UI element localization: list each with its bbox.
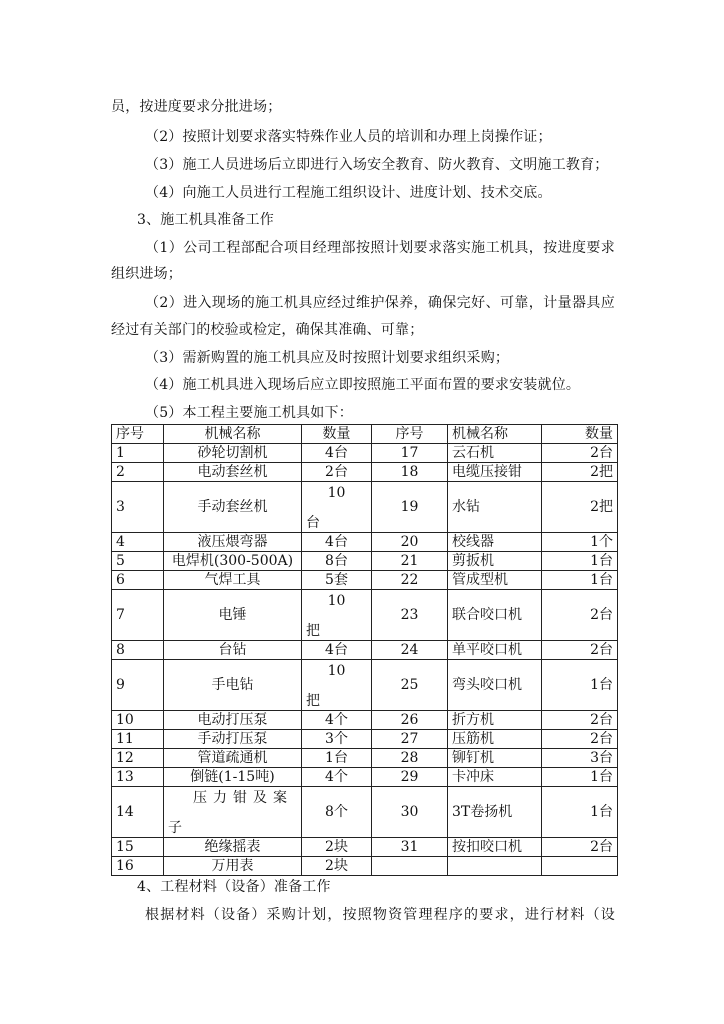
cell-machine-name: 电缆压接钳 (448, 463, 542, 482)
cell-quantity: 1台 (542, 552, 618, 571)
cell-machine-name: 气焊工具 (164, 571, 302, 590)
cell-quantity: 2台 (542, 641, 618, 660)
cell-machine-name: 压筋机 (448, 730, 542, 749)
table-row (112, 711, 618, 730)
cell-quantity: 1台 (542, 571, 618, 590)
cell-machine-name: 电焊机(300-500A) (164, 552, 302, 571)
cell-text-part: 把 (306, 693, 320, 709)
cell-machine-name (448, 857, 542, 876)
cell-text-part: 压力钳及案 (193, 790, 293, 806)
cell-quantity: 2把 (542, 463, 618, 482)
cell-index: 19 (372, 482, 448, 533)
cell-quantity (302, 660, 372, 711)
table-row (112, 857, 618, 876)
table-row (112, 444, 618, 463)
paragraph-line: （1）公司工程部配合项目经理部按照计划要求落实施工机具，按进度要求 (145, 240, 615, 256)
cell-machine-name: 液压煨弯器 (164, 533, 302, 552)
cell-index: 28 (372, 749, 448, 768)
cell-machine-name: 台钻 (164, 641, 302, 660)
cell-quantity: 3个 (302, 730, 372, 749)
cell-index: 16 (112, 857, 164, 876)
table-header-cell: 序号 (112, 425, 164, 444)
cell-machine-name: 电锤 (164, 590, 302, 641)
cell-index: 4 (112, 533, 164, 552)
cell-index: 1 (112, 444, 164, 463)
cell-index: 30 (372, 787, 448, 838)
section-heading: 4、工程材料（设备）准备工作 (137, 879, 331, 895)
cell-quantity: 1台 (302, 749, 372, 768)
cell-machine-name: 绝缘摇表 (164, 838, 302, 857)
table-row (112, 533, 618, 552)
cell-machine-name: 云石机 (448, 444, 542, 463)
table-row (112, 787, 618, 838)
cell-index: 18 (372, 463, 448, 482)
cell-machine-name (164, 787, 302, 838)
cell-quantity (542, 857, 618, 876)
cell-machine-name: 电动打压泵 (164, 711, 302, 730)
cell-index: 31 (372, 838, 448, 857)
cell-index: 21 (372, 552, 448, 571)
cell-index: 14 (112, 787, 164, 838)
cell-machine-name: 管道疏通机 (164, 749, 302, 768)
cell-machine-name: 按扣咬口机 (448, 838, 542, 857)
table-row (112, 571, 618, 590)
cell-machine-name: 水钻 (448, 482, 542, 533)
cell-quantity: 2台 (302, 463, 372, 482)
cell-text-part: 台 (306, 515, 320, 531)
cell-quantity: 2台 (542, 590, 618, 641)
cell-machine-name: 电动套丝机 (164, 463, 302, 482)
cell-text-part: 10 (327, 485, 346, 501)
paragraph-line: 员，按进度要求分批进场； (111, 99, 282, 115)
table-row (112, 838, 618, 857)
cell-quantity: 2块 (302, 838, 372, 857)
cell-machine-name: 折方机 (448, 711, 542, 730)
cell-quantity: 4台 (302, 444, 372, 463)
cell-machine-name: 3T卷扬机 (448, 787, 542, 838)
paragraph-line: （2）按照计划要求落实特殊作业人员的培训和办理上岗操作证； (145, 129, 552, 145)
cell-index: 26 (372, 711, 448, 730)
table-row (112, 641, 618, 660)
cell-index: 25 (372, 660, 448, 711)
cell-quantity: 4台 (302, 533, 372, 552)
cell-machine-name: 万用表 (164, 857, 302, 876)
table-row (112, 660, 618, 711)
cell-index: 9 (112, 660, 164, 711)
table-row (112, 482, 618, 533)
section-heading: 3、施工机具准备工作 (137, 212, 274, 228)
cell-quantity: 1台 (542, 768, 618, 787)
cell-quantity: 2台 (542, 730, 618, 749)
table-row (112, 768, 618, 787)
paragraph-line: （4）向施工人员进行工程施工组织设计、进度计划、技术交底。 (145, 185, 552, 201)
table-header-cell: 机械名称 (448, 425, 542, 444)
cell-quantity: 4台 (302, 641, 372, 660)
table-row (112, 730, 618, 749)
cell-quantity: 2块 (302, 857, 372, 876)
cell-index: 24 (372, 641, 448, 660)
paragraph-line: （5）本工程主要施工机具如下： (145, 405, 353, 421)
cell-machine-name: 砂轮切割机 (164, 444, 302, 463)
cell-index: 8 (112, 641, 164, 660)
cell-index: 27 (372, 730, 448, 749)
paragraph-line: （4）施工机具进入现场后应立即按照施工平面布置的要求安装就位。 (145, 377, 581, 393)
cell-text-part: 把 (306, 623, 320, 639)
cell-index: 15 (112, 838, 164, 857)
cell-index: 20 (372, 533, 448, 552)
cell-index: 7 (112, 590, 164, 641)
cell-quantity: 2台 (542, 444, 618, 463)
machine-table (111, 424, 618, 876)
cell-quantity: 5套 (302, 571, 372, 590)
paragraph-line: 组织进场； (111, 266, 182, 282)
table-row (112, 552, 618, 571)
table-header-cell: 机械名称 (164, 425, 302, 444)
table-header-cell: 序号 (372, 425, 448, 444)
cell-index: 22 (372, 571, 448, 590)
cell-index: 10 (112, 711, 164, 730)
cell-quantity: 1个 (542, 533, 618, 552)
paragraph-line: （3）需新购置的施工机具应及时按照计划要求组织采购； (145, 350, 510, 366)
cell-quantity: 4个 (302, 768, 372, 787)
table-header-cell: 数量 (302, 425, 372, 444)
cell-index: 13 (112, 768, 164, 787)
paragraph-line: （2）进入现场的施工机具应经过维护保养，确保完好、可靠，计量器具应 (145, 295, 615, 311)
cell-machine-name: 单平咬口机 (448, 641, 542, 660)
cell-quantity: 1台 (542, 660, 618, 711)
cell-machine-name: 卡冲床 (448, 768, 542, 787)
cell-machine-name: 校线器 (448, 533, 542, 552)
cell-quantity: 2把 (542, 482, 618, 533)
cell-quantity: 2台 (542, 711, 618, 730)
table-row (112, 749, 618, 768)
paragraph-line: 经过有关部门的校验或检定，确保其准确、可靠； (111, 322, 424, 338)
cell-quantity (302, 482, 372, 533)
cell-index: 29 (372, 768, 448, 787)
table-row (112, 590, 618, 641)
cell-machine-name: 手电钻 (164, 660, 302, 711)
paragraph-line: （3）施工人员进场后立即进行入场安全教育、防火教育、文明施工教育； (145, 157, 609, 173)
cell-index: 5 (112, 552, 164, 571)
cell-quantity: 4个 (302, 711, 372, 730)
cell-index: 17 (372, 444, 448, 463)
cell-quantity: 8个 (302, 787, 372, 838)
cell-index: 12 (112, 749, 164, 768)
cell-machine-name: 铆钉机 (448, 749, 542, 768)
cell-machine-name: 倒链(1-15吨) (164, 768, 302, 787)
cell-index: 11 (112, 730, 164, 749)
table-header-cell: 数量 (542, 425, 618, 444)
cell-text-part: 子 (168, 820, 182, 836)
cell-machine-name: 弯头咬口机 (448, 660, 542, 711)
cell-index: 23 (372, 590, 448, 641)
cell-machine-name: 手动套丝机 (164, 482, 302, 533)
table-header-row (112, 425, 618, 444)
cell-machine-name: 剪扳机 (448, 552, 542, 571)
cell-text-part: 10 (327, 663, 346, 679)
cell-quantity: 8台 (302, 552, 372, 571)
cell-quantity: 1台 (542, 787, 618, 838)
cell-machine-name: 管成型机 (448, 571, 542, 590)
cell-index: 2 (112, 463, 164, 482)
cell-text-part: 10 (327, 593, 346, 609)
cell-quantity: 2台 (542, 838, 618, 857)
cell-quantity (302, 590, 372, 641)
cell-machine-name: 联合咬口机 (448, 590, 542, 641)
cell-index: 3 (112, 482, 164, 533)
cell-index: 6 (112, 571, 164, 590)
table-row (112, 463, 618, 482)
cell-machine-name: 手动打压泵 (164, 730, 302, 749)
paragraph-line: 根据材料（设备）采购计划，按照物资管理程序的要求，进行材料（设 (145, 907, 615, 923)
cell-index (372, 857, 448, 876)
cell-quantity: 3台 (542, 749, 618, 768)
